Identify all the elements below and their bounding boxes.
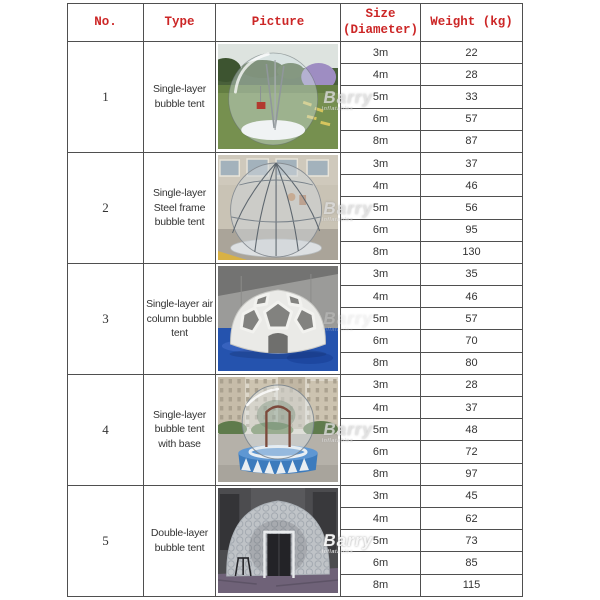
table-row: [68, 374, 523, 396]
size-header-line2: (Diameter): [342, 22, 418, 37]
weight-cell: 72: [421, 441, 523, 463]
size-cell: 6m: [341, 108, 421, 130]
size-cell: 3m: [341, 263, 421, 285]
size-cell: 6m: [341, 552, 421, 574]
header-row: [68, 4, 523, 42]
product-2-photo: [218, 155, 375, 260]
col-header-weight: Weight (kg): [421, 4, 523, 42]
size-cell: 5m: [341, 197, 421, 219]
product-4-picture-cell: [216, 374, 375, 485]
product-4-photo: [218, 377, 375, 482]
product-4-number: 4: [68, 374, 144, 485]
watermark-subtext: Inflatables: [320, 438, 354, 445]
weight-cell: 70: [421, 330, 523, 352]
weight-cell: 130: [421, 241, 523, 263]
col-header-size: [341, 4, 421, 42]
table-row: [68, 42, 523, 64]
size-cell: 3m: [341, 42, 421, 64]
size-cell: 4m: [341, 175, 421, 197]
size-cell: 3m: [341, 374, 421, 396]
size-cell: 5m: [341, 86, 421, 108]
doorway: [268, 333, 287, 353]
weight-cell: 80: [421, 352, 523, 374]
product-3-photo: [218, 266, 375, 371]
watermark-brand: Barry: [321, 198, 375, 218]
steel-frame-bubble-tent-photo: [218, 155, 338, 260]
size-header-line1: Size: [365, 6, 396, 21]
size-cell: 6m: [341, 330, 421, 352]
weight-cell: 28: [421, 64, 523, 86]
product-4-type: Single-layer bubble tent with base: [144, 374, 216, 485]
product-2-type: Single-layer Steel frame bubble tent: [144, 152, 216, 263]
size-cell: 4m: [341, 397, 421, 419]
weight-cell: 46: [421, 286, 523, 308]
product-5-number: 5: [68, 485, 144, 596]
product-5-type: Double-layer bubble tent: [144, 485, 216, 596]
weight-cell: 48: [421, 419, 523, 441]
size-cell: 8m: [341, 241, 421, 263]
table-row: [68, 152, 523, 174]
watermark-brand: Barry: [321, 531, 375, 551]
weight-cell: 35: [421, 263, 523, 285]
product-3-picture-cell: [216, 263, 375, 374]
product-2-number: 2: [68, 152, 144, 263]
size-cell: 8m: [341, 463, 421, 485]
product-5-picture-cell: [216, 485, 375, 596]
weight-cell: 87: [421, 130, 523, 152]
weight-cell: 115: [421, 574, 523, 597]
weight-cell: 46: [421, 175, 523, 197]
double-layer-bubble-tent-photo: [218, 488, 338, 593]
size-cell: 5m: [341, 308, 421, 330]
weight-cell: 85: [421, 552, 523, 574]
weight-cell: 56: [421, 197, 523, 219]
product-2-picture-cell: [216, 152, 375, 263]
watermark-subtext: Inflatables: [320, 105, 354, 112]
air-column-bubble-tent-photo: [218, 266, 338, 371]
weight-cell: 57: [421, 308, 523, 330]
size-cell: 6m: [341, 219, 421, 241]
size-cell: 8m: [341, 130, 421, 152]
weight-cell: 45: [421, 485, 523, 507]
product-3-number: 3: [68, 263, 144, 374]
watermark-subtext: Inflatables: [320, 216, 354, 223]
weight-cell: 62: [421, 507, 523, 529]
weight-cell: 37: [421, 152, 523, 174]
bubble-tent-with-base-photo: [218, 377, 338, 482]
weight-cell: 57: [421, 108, 523, 130]
table-row: [68, 263, 523, 285]
weight-cell: 22: [421, 42, 523, 64]
size-cell: 3m: [341, 152, 421, 174]
product-3-type: Single-layer air column bubble tent: [144, 263, 216, 374]
col-header-no: No.: [68, 4, 144, 42]
size-cell: 4m: [341, 507, 421, 529]
bubble-tent-garden-photo: [218, 44, 338, 149]
watermark-subtext: Inflatables: [320, 549, 354, 556]
size-cell: 6m: [341, 441, 421, 463]
weight-cell: 28: [421, 374, 523, 396]
product-1-picture-cell: [216, 42, 375, 153]
product-1-number: 1: [68, 42, 144, 153]
weight-cell: 73: [421, 530, 523, 552]
product-5-photo: [218, 488, 375, 593]
size-cell: 4m: [341, 286, 421, 308]
red-swing-seat: [257, 102, 266, 109]
product-1-photo: [218, 44, 375, 149]
size-cell: 5m: [341, 530, 421, 552]
watermark-brand: Barry: [321, 420, 375, 440]
col-header-type: Type: [144, 4, 216, 42]
size-cell: 8m: [341, 352, 421, 374]
product-1-type: Single-layer bubble tent: [144, 42, 216, 153]
weight-cell: 37: [421, 397, 523, 419]
weight-cell: 97: [421, 463, 523, 485]
col-header-picture: Picture: [216, 4, 341, 42]
size-cell: 8m: [341, 574, 421, 597]
size-cell: 4m: [341, 64, 421, 86]
weight-cell: 95: [421, 219, 523, 241]
size-cell: 5m: [341, 419, 421, 441]
watermark-subtext: Inflatables: [320, 327, 354, 334]
watermark-brand: Barry: [321, 309, 375, 329]
weight-cell: 33: [421, 86, 523, 108]
product-spec-table: [67, 3, 523, 597]
table-row: [68, 485, 523, 507]
watermark-brand: Barry: [321, 87, 375, 107]
size-cell: 3m: [341, 485, 421, 507]
